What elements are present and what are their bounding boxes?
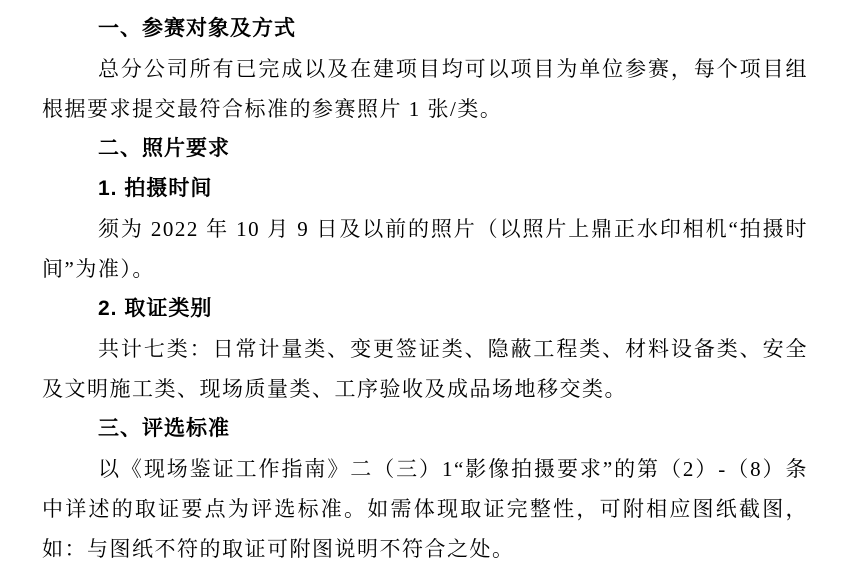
subheading-evidence-category: 2. 取证类别 xyxy=(98,297,213,320)
subheading-shooting-time: 1. 拍摄时间 xyxy=(98,177,213,200)
paragraph-participation: 总分公司所有已完成以及在建项目均可以项目为单位参赛，每个项目组根据要求提交最符合标准的参赛照片 1 张/类。 xyxy=(42,57,808,121)
section-heading-evaluation-criteria: 三、评选标准 xyxy=(98,417,230,440)
section-heading-photo-requirements: 二、照片要求 xyxy=(98,137,230,160)
paragraph-evidence-category: 共计七类：日常计量类、变更签证类、隐蔽工程类、材料设备类、安全及文明施工类、现场质量类、工序验收及成品场地移交类。 xyxy=(42,337,808,401)
paragraph-shooting-time: 须为 2022 年 10 月 9 日及以前的照片（以照片上鼎正水印相机“拍摄时间”为准）。 xyxy=(42,217,808,281)
section-heading-participation: 一、参赛对象及方式 xyxy=(98,17,296,40)
paragraph-evaluation-criteria: 以《现场鉴证工作指南》二（三）1“影像拍摄要求”的第（2）-（8）条中详述的取证要点为评选标准。如需体现取证完整性，可附相应图纸截图，如：与图纸不符的取证可附图说明不符合之处。 xyxy=(42,457,808,561)
